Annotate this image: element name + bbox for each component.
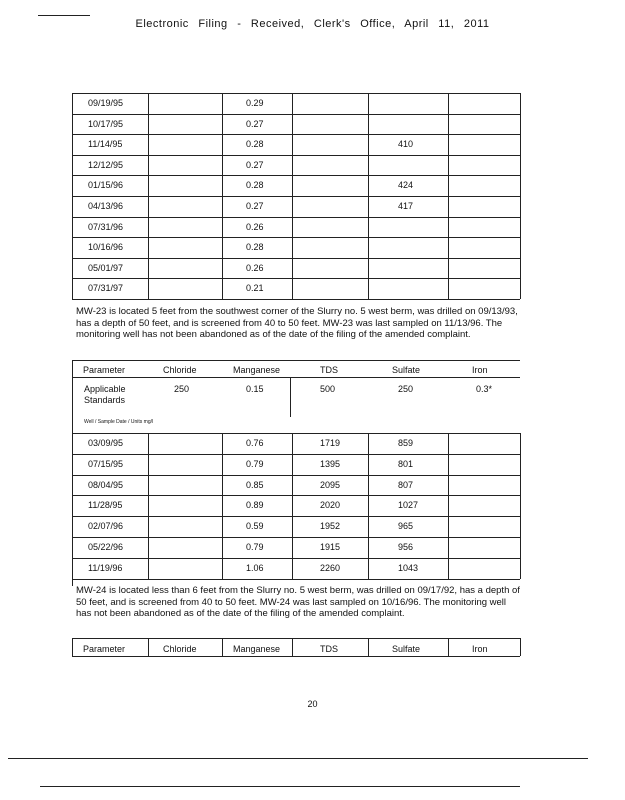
table-column-rule bbox=[520, 433, 521, 579]
table-column-rule bbox=[72, 360, 73, 586]
table-cell-date: 12/12/95 bbox=[88, 159, 124, 170]
table-row-rule bbox=[72, 237, 520, 238]
table-cell-tds: 2095 bbox=[320, 479, 341, 490]
table-cell-date: 11/28/95 bbox=[88, 500, 123, 511]
table-row-rule bbox=[72, 155, 520, 156]
table-column-rule bbox=[520, 638, 521, 656]
table-cell-sulfate: 807 bbox=[398, 479, 414, 490]
table-cell-sulfate: 410 bbox=[398, 139, 414, 150]
table-cell-manganese: 0.27 bbox=[246, 118, 264, 129]
table-header-cell: Iron bbox=[472, 644, 488, 654]
table-cell-sulfate: 1027 bbox=[398, 500, 419, 511]
table-cell-manganese: 0.28 bbox=[246, 242, 264, 253]
table-column-rule bbox=[72, 93, 73, 299]
table-header-cell: TDS bbox=[320, 644, 338, 654]
table-top-rule bbox=[72, 360, 520, 361]
table-column-rule bbox=[292, 433, 293, 579]
table-cell-sulfate: 956 bbox=[398, 542, 414, 552]
table-header-cell: Sulfate bbox=[392, 644, 421, 654]
table-header-rule bbox=[72, 377, 520, 378]
table-cell-manganese: 0.89 bbox=[246, 500, 264, 511]
table-cell-sulfate: 424 bbox=[398, 180, 414, 191]
table-row-rule bbox=[72, 114, 520, 115]
table-cell-tds: 2260 bbox=[320, 562, 341, 573]
table-cell-date: 11/19/96 bbox=[88, 562, 123, 573]
table-row-rule bbox=[72, 299, 520, 300]
table-header-cell: TDS bbox=[320, 365, 338, 375]
table-header-cell: Chloride bbox=[163, 644, 197, 654]
table-header-cell: Parameter bbox=[83, 644, 126, 654]
table-row-rule bbox=[72, 93, 520, 94]
table-cell-manganese: 0.27 bbox=[246, 159, 264, 170]
page-number: 20 bbox=[307, 699, 318, 709]
table-cell-date: 08/04/95 bbox=[88, 479, 124, 490]
table-cell-tds: 2020 bbox=[320, 500, 341, 511]
table-cell-tds: 1395 bbox=[320, 458, 341, 469]
table-column-rule bbox=[72, 638, 73, 656]
table-row-rule bbox=[72, 495, 520, 496]
table-cell-manganese: 0.27 bbox=[246, 201, 264, 211]
table-column-rule bbox=[222, 638, 223, 656]
table-row-rule bbox=[72, 134, 520, 135]
table-cell-manganese: 0.21 bbox=[246, 283, 264, 294]
table-row-rule bbox=[72, 475, 520, 476]
table-cell-date: 01/15/96 bbox=[88, 180, 124, 191]
table-cell-manganese: 0.79 bbox=[246, 458, 264, 469]
table-row-rule bbox=[72, 537, 520, 538]
standard-tds: 500 bbox=[320, 384, 336, 394]
table-column-rule bbox=[368, 433, 369, 579]
table-cell-tds: 1719 bbox=[320, 438, 341, 448]
table-cell-date: 09/19/95 bbox=[88, 98, 124, 108]
table-header-cell: Iron bbox=[472, 365, 488, 375]
table-header-cell: Chloride bbox=[163, 365, 197, 375]
table-cell-manganese: 0.26 bbox=[246, 262, 264, 273]
filing-header: Electronic Filing - Received, Clerk's Office, April 11, 2011 bbox=[135, 18, 490, 30]
table-row-rule bbox=[72, 558, 520, 559]
table-cell-manganese: 0.76 bbox=[246, 438, 264, 448]
table-cell-manganese: 0.79 bbox=[246, 542, 264, 552]
table-cell-date: 07/31/96 bbox=[88, 221, 124, 232]
table-cell-tds: 1952 bbox=[320, 521, 341, 532]
table-column-rule bbox=[448, 433, 449, 579]
table-header-cell: Sulfate bbox=[392, 365, 421, 375]
standard-manganese: 0.15 bbox=[246, 384, 264, 394]
table-header-cell: Manganese bbox=[233, 644, 281, 654]
table-cell-manganese: 0.26 bbox=[246, 221, 264, 232]
table-row-rule bbox=[72, 217, 520, 218]
table-cell-sulfate: 965 bbox=[398, 521, 414, 532]
table-column-rule bbox=[148, 433, 149, 579]
table-header-cell: Parameter bbox=[83, 365, 126, 375]
footer-rule-1 bbox=[8, 758, 588, 759]
table-row-rule bbox=[72, 516, 520, 517]
standard-sulfate: 250 bbox=[398, 384, 414, 394]
table-cell-sulfate: 417 bbox=[398, 201, 414, 211]
table-cell-manganese: 0.28 bbox=[246, 180, 264, 191]
table-cell-date: 05/01/97 bbox=[88, 262, 124, 273]
table-cell-sulfate: 1043 bbox=[398, 562, 419, 573]
table-column-rule bbox=[448, 638, 449, 656]
standards-label: Applicable Standards bbox=[84, 384, 126, 405]
table-header-cell: Manganese bbox=[233, 365, 281, 375]
table-column-rule bbox=[368, 93, 369, 299]
table-column-rule bbox=[292, 93, 293, 299]
table-cell-manganese: 0.28 bbox=[246, 139, 264, 150]
table-cell-manganese: 0.29 bbox=[246, 98, 264, 108]
table-row-rule bbox=[72, 433, 520, 434]
table-header-rule bbox=[72, 656, 520, 657]
table-column-rule bbox=[520, 93, 521, 299]
table-column-rule bbox=[148, 638, 149, 656]
table-cell-date: 02/07/96 bbox=[88, 521, 124, 532]
footer-rule-2 bbox=[40, 786, 520, 787]
standard-chloride: 250 bbox=[174, 384, 190, 394]
table-column-rule bbox=[148, 93, 149, 299]
standard-iron: 0.3* bbox=[476, 384, 493, 394]
table-column-rule bbox=[448, 93, 449, 299]
table-top-rule bbox=[72, 638, 520, 639]
paragraph-mw24: MW-24 is located less than 6 feet from the Slurry no. 5 west berm, was drilled on 09/17/92, has a depth of 50 feet, and is screened from 40 to 50 feet. MW-24 was last sampled on 10/16/96. The monitoring well has not been abandoned as of the date of the filing of the amended complaint. bbox=[76, 585, 520, 619]
table-cell-date: 10/17/95 bbox=[88, 118, 124, 129]
table-cell-date: 03/09/95 bbox=[88, 438, 124, 448]
table-cell-date: 10/16/96 bbox=[88, 242, 124, 253]
table-column-rule bbox=[290, 377, 291, 417]
table-column-rule bbox=[222, 93, 223, 299]
table-cell-manganese: 0.85 bbox=[246, 479, 264, 490]
paragraph-mw23: MW-23 is located 5 feet from the southwest corner of the Slurry no. 5 west berm, was drilled on 09/13/93, has a depth of 50 feet, and is screened from 40 to 50 feet. MW-23 was last sampled on 11/13/96. The monitoring well has not been abandoned as of the date of the filing of the amended complaint. bbox=[76, 306, 518, 340]
header-rule bbox=[38, 15, 90, 16]
table-row-rule bbox=[72, 278, 520, 279]
table-column-rule bbox=[368, 638, 369, 656]
table-row-rule bbox=[72, 175, 520, 176]
table-cell-manganese: 0.59 bbox=[246, 521, 264, 532]
table-cell-sulfate: 859 bbox=[398, 438, 414, 448]
table-cell-date: 07/15/95 bbox=[88, 458, 124, 469]
table-row-rule bbox=[72, 579, 520, 580]
table-cell-manganese: 1.06 bbox=[246, 562, 264, 573]
well-subheader: Well / Sample Date / Units mg/l bbox=[84, 419, 154, 425]
table-cell-date: 11/14/95 bbox=[88, 139, 123, 150]
table-column-rule bbox=[292, 638, 293, 656]
table-cell-date: 04/13/96 bbox=[88, 201, 124, 211]
table-cell-date: 07/31/97 bbox=[88, 283, 124, 294]
table-column-rule bbox=[222, 433, 223, 579]
table-cell-tds: 1915 bbox=[320, 542, 341, 552]
table-row-rule bbox=[72, 454, 520, 455]
table-cell-sulfate: 801 bbox=[398, 458, 414, 469]
table-row-rule bbox=[72, 196, 520, 197]
table-row-rule bbox=[72, 258, 520, 259]
table-cell-date: 05/22/96 bbox=[88, 542, 124, 552]
